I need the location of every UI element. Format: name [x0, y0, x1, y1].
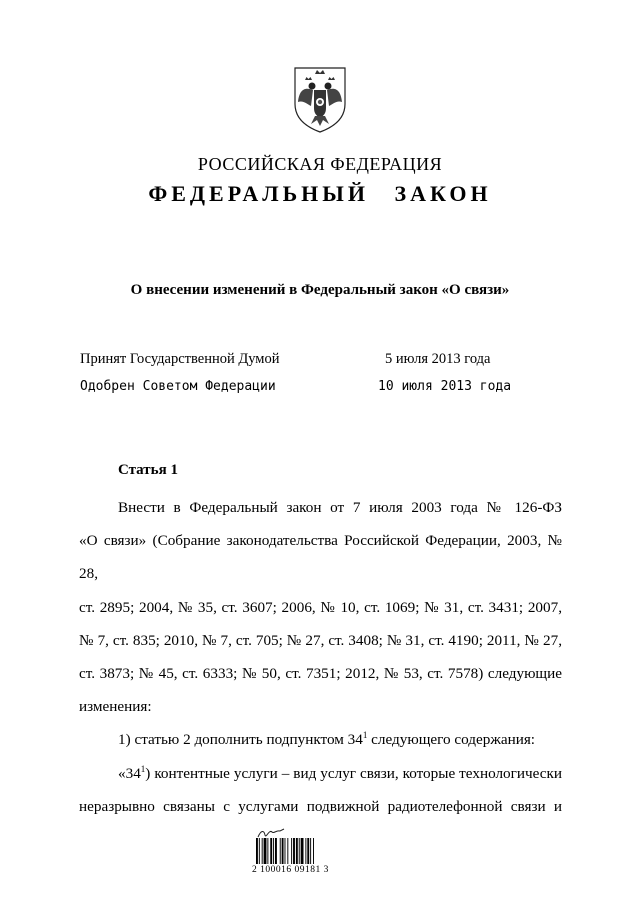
barcode-icon: [256, 838, 336, 864]
body-line: изменения:: [79, 698, 152, 716]
adopted-by-duma-date: 5 июля 2013 года: [385, 351, 491, 367]
quoted-definition: «$34^1$) контентные услуги – вид услуг связи, которые технологически: [118, 763, 562, 782]
amendment-item-1: 1) статью 2 дополнить подпунктом $34^1$ следующего содержания:: [118, 730, 536, 749]
body-line: неразрывно связаны с услугами подвижной радиотелефонной связи и: [79, 797, 562, 815]
body-line: ст. 3873; № 45, ст. 6333; № 50, ст. 7351; 2012, № 53, ст. 7578) следующие: [79, 665, 562, 683]
adopted-by-duma-label: Принят Государственной Думой: [80, 351, 280, 367]
barcode-number: 2 100016 09181 3: [252, 865, 329, 875]
country-heading: РОССИЙСКАЯ ФЕДЕРАЦИЯ: [197, 154, 443, 174]
article-heading: Статья 1: [118, 462, 178, 478]
body-line: № 7, ст. 835; 2010, № 7, ст. 705; № 27, ст. 3408; № 31, ст. 4190; 2011, № 27,: [79, 631, 562, 649]
approved-by-council-date: 10 июля 2013 года: [378, 379, 512, 394]
body-line: ст. 2895; 2004, № 35, ст. 3607; 2006, № 10, ст. 1069; № 31, ст. 3431; 2007,: [79, 598, 562, 616]
coat-of-arms-icon: [291, 64, 349, 134]
document-title: О внесении изменений в Федеральный закон «О связи»: [130, 282, 510, 298]
article-body: [79, 491, 562, 823]
body-line: Внести в Федеральный закон от 7 июля 2003 года № 126-ФЗ: [118, 499, 562, 516]
body-line: «О связи» (Собрание законодательства Российской Федерации, 2003, № 28,: [79, 532, 562, 583]
document-type: ФЕДЕРАЛЬНЫЙ ЗАКОН: [148, 181, 492, 206]
approved-by-council-label: Одобрен Советом Федерации: [80, 379, 276, 394]
